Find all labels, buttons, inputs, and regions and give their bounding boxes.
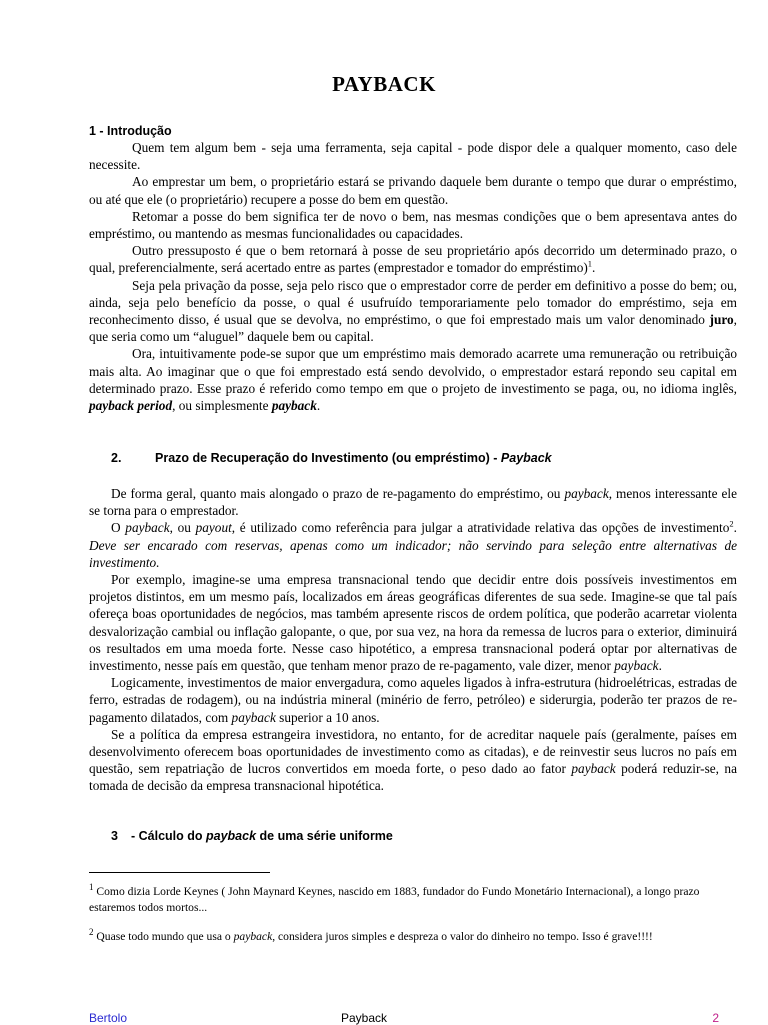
heading-italic: payback	[206, 829, 257, 843]
footnote-reference: 1	[587, 259, 593, 269]
section-number: 2.	[111, 451, 122, 465]
bold-italic-term: payback	[271, 398, 317, 414]
footnote-text: Como dizia Lorde Keynes ( John Maynard Keynes, nascido em 1883, fundador do Fundo Monetário Internacional), a longo prazo estaremos todos mortos...	[89, 884, 700, 914]
bold-term: juro	[709, 312, 734, 328]
footnote-mark: 2	[89, 927, 94, 937]
paragraph-text: .	[733, 520, 737, 536]
bold-italic-term: payback period	[89, 398, 173, 414]
section-1-heading: 1 - Introdução	[89, 124, 172, 138]
italic-term: payback	[233, 929, 273, 943]
paragraph: Retomar a posse do bem significa ter de novo o bem, nas mesmas condições que o bem apresentava antes do empréstimo, ou mantendo as mesmas funcionalidades ou capacidades.	[89, 208, 737, 242]
italic-term: payback	[125, 520, 170, 536]
italic-term: payout	[195, 520, 232, 536]
paragraph	[89, 345, 737, 414]
section-3-heading	[89, 829, 737, 843]
footnote-reference: 2	[729, 518, 734, 529]
paragraph-text: .	[658, 658, 662, 674]
footnote-text: Quase todo mundo que usa o	[96, 929, 234, 943]
paragraph	[89, 242, 737, 276]
paragraph	[89, 571, 737, 674]
section-1-body	[89, 139, 737, 414]
paragraph-text: Outro pressuposto é que o bem retornará à posse de seu proprietário após decorrido um determinado prazo, o qual, preferencialmente, será acertado entre as partes (emprestador e tomador do empréstimo)	[89, 243, 737, 276]
paragraph	[89, 485, 737, 519]
paragraph-text: Seja pela privação da posse, seja pelo risco que o emprestador corre de perder em definitivo a posse do bem; ou, ainda, seja pelo benefício da posse, o qual é usufruído temporariamente pelo tomador do empréstimo, seja em reconhecimento disso, é usual que se devolva, no empréstimo, o que foi emprestado mais um valor denominado	[89, 277, 737, 328]
paragraph	[89, 726, 737, 795]
italic-term: payback	[614, 658, 659, 674]
section-number: 3	[111, 829, 118, 843]
paragraph	[89, 277, 737, 346]
paragraph-text: Se a política da empresa estrangeira investidora, no entanto, for de acreditar naquele país (geralmente, países em desenvolvimento oferecem boas oportunidades de investimento como as citadas), e de reinvestir seus lucros no país em questão, sem repatriação de lucros convertidos em moeda forte, o peso dado ao fator	[89, 726, 737, 777]
page-title: PAYBACK	[332, 72, 436, 96]
heading-text: Prazo de Recuperação do Investimento (ou empréstimo) -	[155, 451, 501, 465]
page-number: 2	[712, 1011, 719, 1025]
italic-sentence: Deve ser encarado com reservas, apenas como um indicador; não servindo para seleção entre alternativas de investimento.	[89, 537, 737, 570]
page-footer	[89, 1011, 719, 1025]
paragraph-text: Ora, intuitivamente pode-se supor que um empréstimo mais demorado acarrete uma remuneração ou retribuição mais alta. Ao imaginar que o que foi emprestado está sendo devolvido, o emprestador estará repondo seu capital em determinado prazo. Esse prazo é referido como tempo em que o projeto de investimento se paga, ou, no idioma inglês,	[89, 346, 737, 396]
heading-text: de uma série uniforme	[256, 829, 393, 843]
paragraph-text: , que seria como um “aluguel” daquele bem ou capital.	[89, 312, 737, 345]
paragraph-text: Logicamente, investimentos de maior envergadura, como aqueles ligados à infra-estrutura (hidroelétricas, estradas de ferro, estradas de rodagem), ou na indústria mineral (minério de ferro, petróleo) e siderurgia, poderão ter prazos de re-pagamento dilatados, com	[89, 675, 737, 725]
paragraph: Ao emprestar um bem, o proprietário estará se privando daquele bem durante o tempo que durar o empréstimo, ou até que ele (o proprietário) recupere a posse do bem em questão.	[89, 174, 737, 207]
paragraph-text: poderá reduzir-se, na tomada de decisão da empresa transnacional hipotética.	[89, 761, 737, 794]
paragraph-text: superior a 10 anos.	[275, 709, 380, 725]
paragraph-text: De forma geral, quanto mais alongado o prazo de re-pagamento do empréstimo, ou	[111, 486, 565, 501]
footnote-1	[89, 879, 719, 916]
section-2-body	[89, 485, 737, 795]
paragraph	[89, 674, 737, 726]
italic-term: payback	[571, 761, 616, 777]
heading-italic: Payback	[500, 451, 552, 465]
footer-title: Payback	[341, 1011, 388, 1025]
heading-text: - Cálculo do	[131, 829, 206, 843]
italic-term: payback	[564, 486, 609, 501]
paragraph: Quem tem algum bem - seja uma ferramenta, seja capital - pode dispor dele a qualquer momento, caso dele necessite.	[89, 140, 737, 173]
paragraph-text: , ou	[169, 520, 196, 536]
paragraph-text: Por exemplo, imagine-se uma empresa transnacional tendo que decidir entre dois possíveis investimentos em projetos distintos, em um mesmo país, localizados em áreas geográficas diferentes de sua sede. Imagine-se que tal país ofereça boas oportunidades de negócios, mas também apresente riscos de ordem política, que poderão acarretar violenta desvalorização cambial ou inflação galopante, o que, por sua vez, na hora da remessa de lucros para o exterior, diminuirá os resultados em uma moeda forte. Nesse caso hipotético, a empresa transnacional poderá optar por alternativas de investimento, nesse país em questão, que tenham menor prazo de re-pagamento, vale dizer, menor	[89, 572, 737, 674]
footnote-mark: 1	[89, 882, 94, 892]
paragraph-text: , é utilizado como referência para julgar a atratividade relativa das opções de investimento	[231, 520, 730, 536]
paragraph	[89, 519, 737, 571]
footer-author: Bertolo	[89, 1011, 128, 1025]
italic-term: payback	[231, 709, 276, 725]
footnote-text: , considera juros simples e despreza o valor do dinheiro no tempo. Isso é grave!!!!	[272, 929, 653, 943]
paragraph-text: .	[316, 398, 321, 414]
footnote-2	[89, 924, 719, 945]
paragraph-text: , ou simplesmente	[172, 398, 272, 414]
paragraph-text: .	[592, 260, 596, 276]
section-2-heading	[89, 451, 737, 465]
paragraph-text: , menos interessante ele se torna para o emprestador.	[89, 486, 737, 519]
paragraph-text: O	[111, 520, 126, 536]
footnote-separator	[89, 872, 270, 873]
